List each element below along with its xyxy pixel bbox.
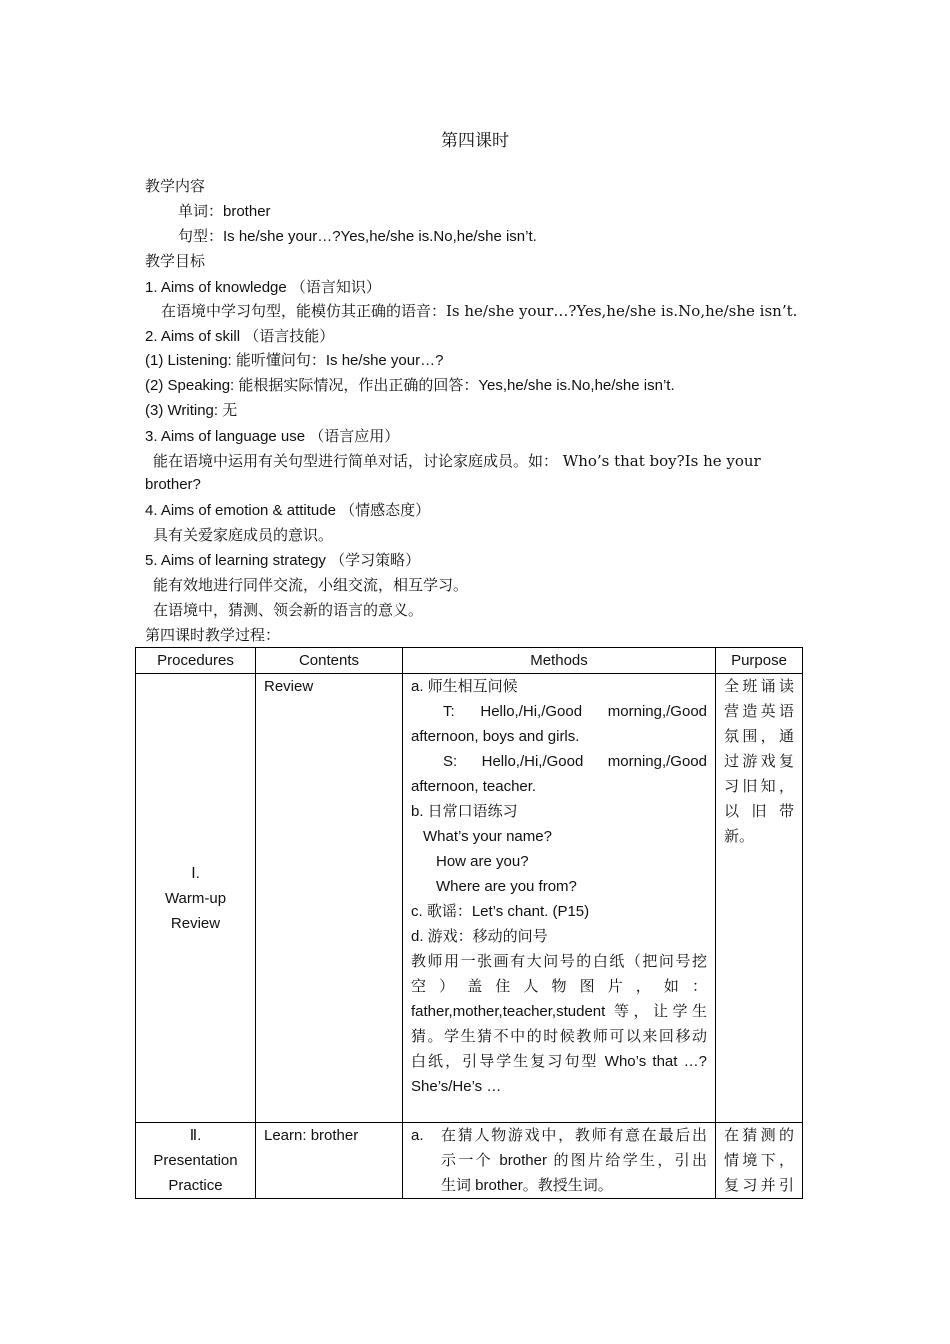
- method-teacher-line2: afternoon, boys and girls.: [411, 728, 580, 745]
- aim4-heading: [145, 499, 430, 522]
- table-row: [136, 674, 803, 1123]
- procedure-name: Presentation: [153, 1152, 238, 1169]
- method-a-marker: a.: [411, 1127, 424, 1144]
- purpose-line: 营造英语: [724, 703, 794, 720]
- method-a-title: a. 师生相互问候: [411, 678, 518, 695]
- aim3-cn: （语言应用）: [309, 427, 400, 445]
- table-row: [136, 1123, 803, 1199]
- method-d-line: She’s/He’s …: [411, 1078, 502, 1095]
- contents-text: Review: [264, 678, 314, 695]
- words-line: 单词：brother: [178, 203, 271, 220]
- header-contents: Contents: [256, 648, 403, 674]
- aim3-body-line1: 能在语境中运用有关句型进行简单对话，讨论家庭成员。如： Who’s that boy?Is he your: [153, 452, 761, 470]
- aim1-cn: （语言知识）: [290, 278, 381, 296]
- method-b-title: b. 日常口语练习: [411, 803, 518, 820]
- method-teacher-line1: T: Hello,/Hi,/Good morning,/Good: [443, 703, 707, 720]
- process-table: [135, 647, 803, 1199]
- goals-heading: 教学目标: [145, 253, 206, 270]
- procedure-cell: [136, 674, 256, 1123]
- aim2-speaking: (2) Speaking: 能根据实际情况，作出正确的回答：Yes,he/she is.No,he/she isn’t.: [145, 377, 675, 394]
- purpose-line: 以 旧 带: [724, 803, 794, 820]
- aim1-body: 在语境中学习句型，能模仿其正确的语音：Is he/she your…?Yes,he/she is.No,he/she isn’t.: [161, 302, 798, 320]
- method-a-line: 示一个 brother 的图片给学生，引出: [441, 1152, 707, 1169]
- method-a-line: 生词 brother。教授生词。: [441, 1177, 613, 1194]
- method-d-line: 教师用一张画有大问号的白纸（把问号挖: [411, 953, 707, 970]
- contents-text: Learn: brother: [264, 1127, 359, 1144]
- method-d-title: d. 游戏：移动的问号: [411, 928, 548, 945]
- method-student-line1: S: Hello,/Hi,/Good morning,/Good: [443, 753, 707, 770]
- procedure-sub: Review: [170, 914, 221, 932]
- process-heading: 第四课时教学过程：: [145, 626, 281, 644]
- purpose-cell: [716, 1123, 803, 1199]
- aim2-title: 2. Aims of skill: [145, 328, 241, 345]
- purpose-cell: [716, 674, 803, 1123]
- purpose-line: 情境下，: [724, 1152, 794, 1169]
- header-methods: Methods: [403, 648, 716, 674]
- method-student-line2: afternoon, teacher.: [411, 778, 537, 795]
- aim5-body-line2: 在语境中，猜测、领会新的语言的意义。: [153, 601, 424, 619]
- method-d-line: father,mother,teacher,student 等，让学生: [411, 1003, 707, 1020]
- purpose-line: 氛围，通: [724, 728, 794, 745]
- aim1-heading: [145, 276, 381, 299]
- aim4-cn: （情感态度）: [340, 501, 431, 519]
- purpose-line: 新。: [724, 828, 755, 845]
- aim4-title: 4. Aims of emotion & attitude: [145, 502, 336, 519]
- aim5-title: 5. Aims of learning strategy: [145, 552, 326, 569]
- pattern-line: 句型：Is he/she your…?Yes,he/she is.No,he/she isn’t.: [178, 228, 537, 245]
- aim4-body: 具有关爱家庭成员的意识。: [153, 526, 334, 544]
- content-heading: 教学内容: [145, 178, 206, 195]
- method-a-line: 在猜人物游戏中，教师有意在最后出: [441, 1127, 707, 1144]
- aim3-title: 3. Aims of language use: [145, 428, 306, 445]
- method-d-line: 白纸，引导学生复习句型 Who’s that …?: [411, 1053, 707, 1070]
- procedure-sub: Practice: [168, 1177, 223, 1194]
- methods-cell: [403, 1123, 716, 1199]
- aim2-heading: [145, 325, 334, 348]
- contents-cell: [256, 674, 403, 1123]
- method-d-line: 空 ） 盖 住 人 物 图 片 ， 如 ：: [411, 978, 707, 995]
- method-a-item: [411, 1123, 707, 1198]
- procedure-name: Warm-up: [164, 889, 227, 907]
- aim2-writing: (3) Writing: 无: [145, 402, 238, 419]
- aim3-body-line2: brother?: [145, 476, 201, 493]
- purpose-line: 在猜测的: [724, 1127, 794, 1144]
- aim5-body-line1: 能有效地进行同伴交流，小组交流，相互学习。: [153, 576, 469, 594]
- header-procedures: Procedures: [136, 648, 256, 674]
- aim2-cn: （语言技能）: [244, 327, 335, 345]
- method-d-line: 猜。学生猜不中的时候教师可以来回移动: [411, 1028, 707, 1045]
- purpose-line: 过游戏复: [724, 753, 794, 770]
- aim2-listening: (1) Listening: 能听懂问句：Is he/she your…?: [145, 352, 444, 369]
- method-b-item: Where are you from?: [436, 878, 577, 895]
- purpose-line: 全班诵读: [724, 678, 794, 695]
- header-purpose: Purpose: [716, 648, 803, 674]
- method-b-item: What’s your name?: [423, 828, 552, 845]
- purpose-line: 复习并引: [724, 1177, 794, 1194]
- method-b-item: How are you?: [436, 853, 529, 870]
- method-c-line: c. 歌谣：Let’s chant. (P15): [411, 903, 590, 920]
- contents-cell: [256, 1123, 403, 1199]
- purpose-line: 习旧知，: [724, 778, 794, 795]
- page-title: 第四课时: [441, 131, 509, 150]
- aim1-title: 1. Aims of knowledge: [145, 279, 287, 296]
- procedure-number: Ⅱ.: [189, 1127, 202, 1144]
- methods-cell: [403, 674, 716, 1123]
- procedure-number: Ⅰ.: [191, 864, 200, 882]
- procedure-cell: [136, 1123, 256, 1199]
- aim3-heading: [145, 425, 399, 448]
- aim5-heading: [145, 549, 420, 572]
- table-header-row: [136, 648, 803, 674]
- aim5-cn: （学习策略）: [330, 551, 421, 569]
